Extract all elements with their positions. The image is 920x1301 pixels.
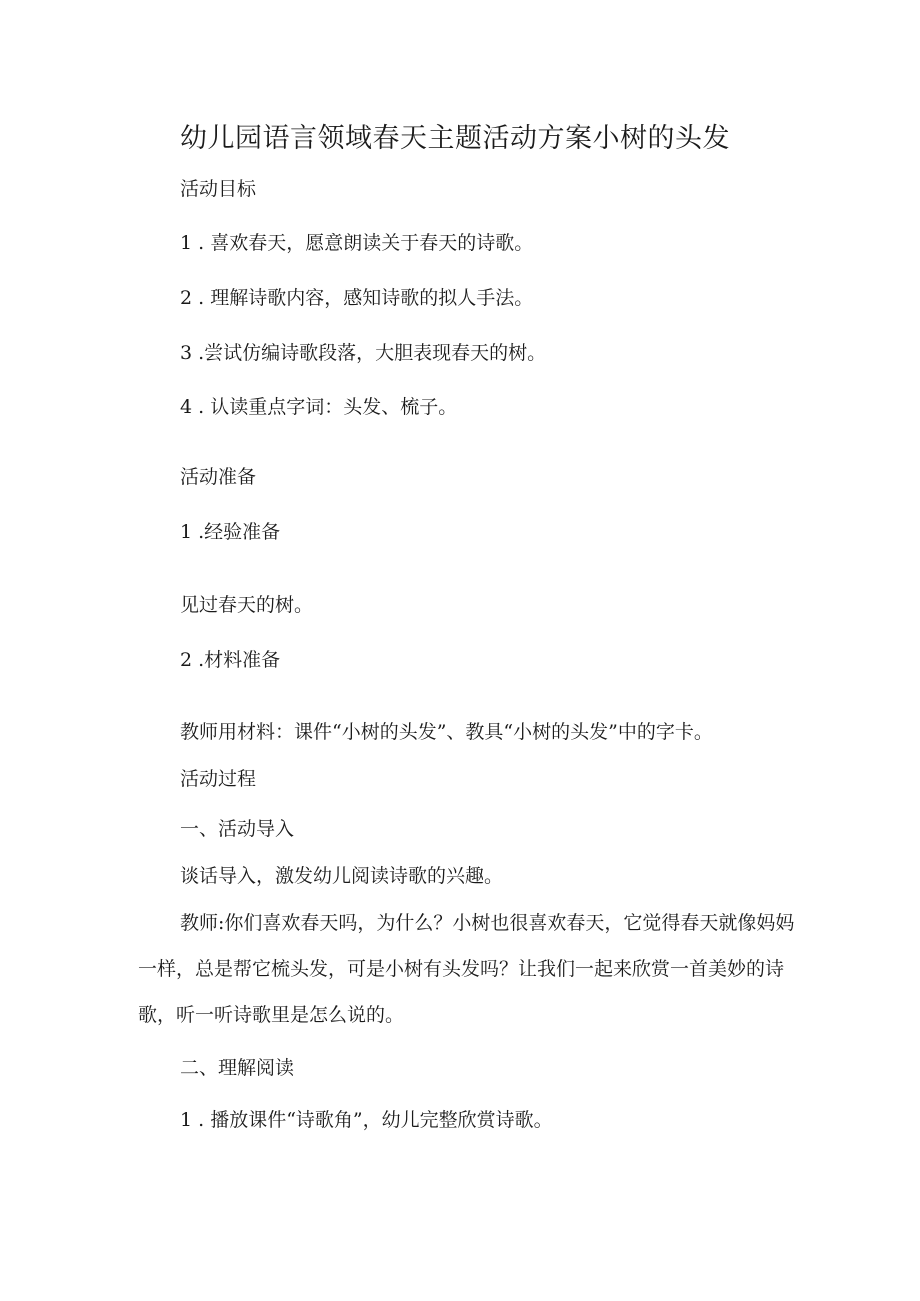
section-heading-goals: 活动目标 — [180, 178, 257, 200]
goal-item-2: 2 . 理解诗歌内容，感知诗歌的拟人手法。 — [180, 287, 534, 309]
process-step-1-text: 谈话导入，激发幼儿阅读诗歌的兴趣。 — [180, 865, 504, 887]
goal-item-4: 4 . 认读重点字词：头发、梳子。 — [180, 396, 458, 418]
prep-experience-text: 见过春天的树。 — [180, 594, 314, 616]
document-title: 幼儿园语言领域春天主题活动方案小树的头发 — [180, 123, 730, 154]
teacher-dialogue-paragraph: 教师:你们喜欢春天吗，为什么？小树也很喜欢春天，它觉得春天就像妈妈一样，总是帮它梳头发，可是小树有头发吗？让我们一起来欣赏一首美妙的诗歌，听一听诗歌里是怎么说的。 — [138, 912, 795, 1026]
prep-materials-text: 教师用材料：课件“小树的头发”、教具“小树的头发”中的字卡。 — [180, 721, 713, 743]
process-step-1-heading: 一、活动导入 — [180, 818, 295, 840]
goal-item-3: 3 .尝试仿编诗歌段落，大胆表现春天的树。 — [180, 342, 547, 364]
prep-item-experience: 1 .经验准备 — [180, 521, 281, 543]
section-heading-process: 活动过程 — [180, 768, 257, 790]
process-step-2-item-1: 1 . 播放课件“诗歌角”，幼儿完整欣赏诗歌。 — [180, 1109, 553, 1131]
prep-item-materials: 2 .材料准备 — [180, 649, 281, 671]
goal-item-1: 1 . 喜欢春天，愿意朗读关于春天的诗歌。 — [180, 232, 534, 254]
section-heading-preparation: 活动准备 — [180, 466, 257, 488]
process-step-2-heading: 二、理解阅读 — [180, 1057, 295, 1079]
